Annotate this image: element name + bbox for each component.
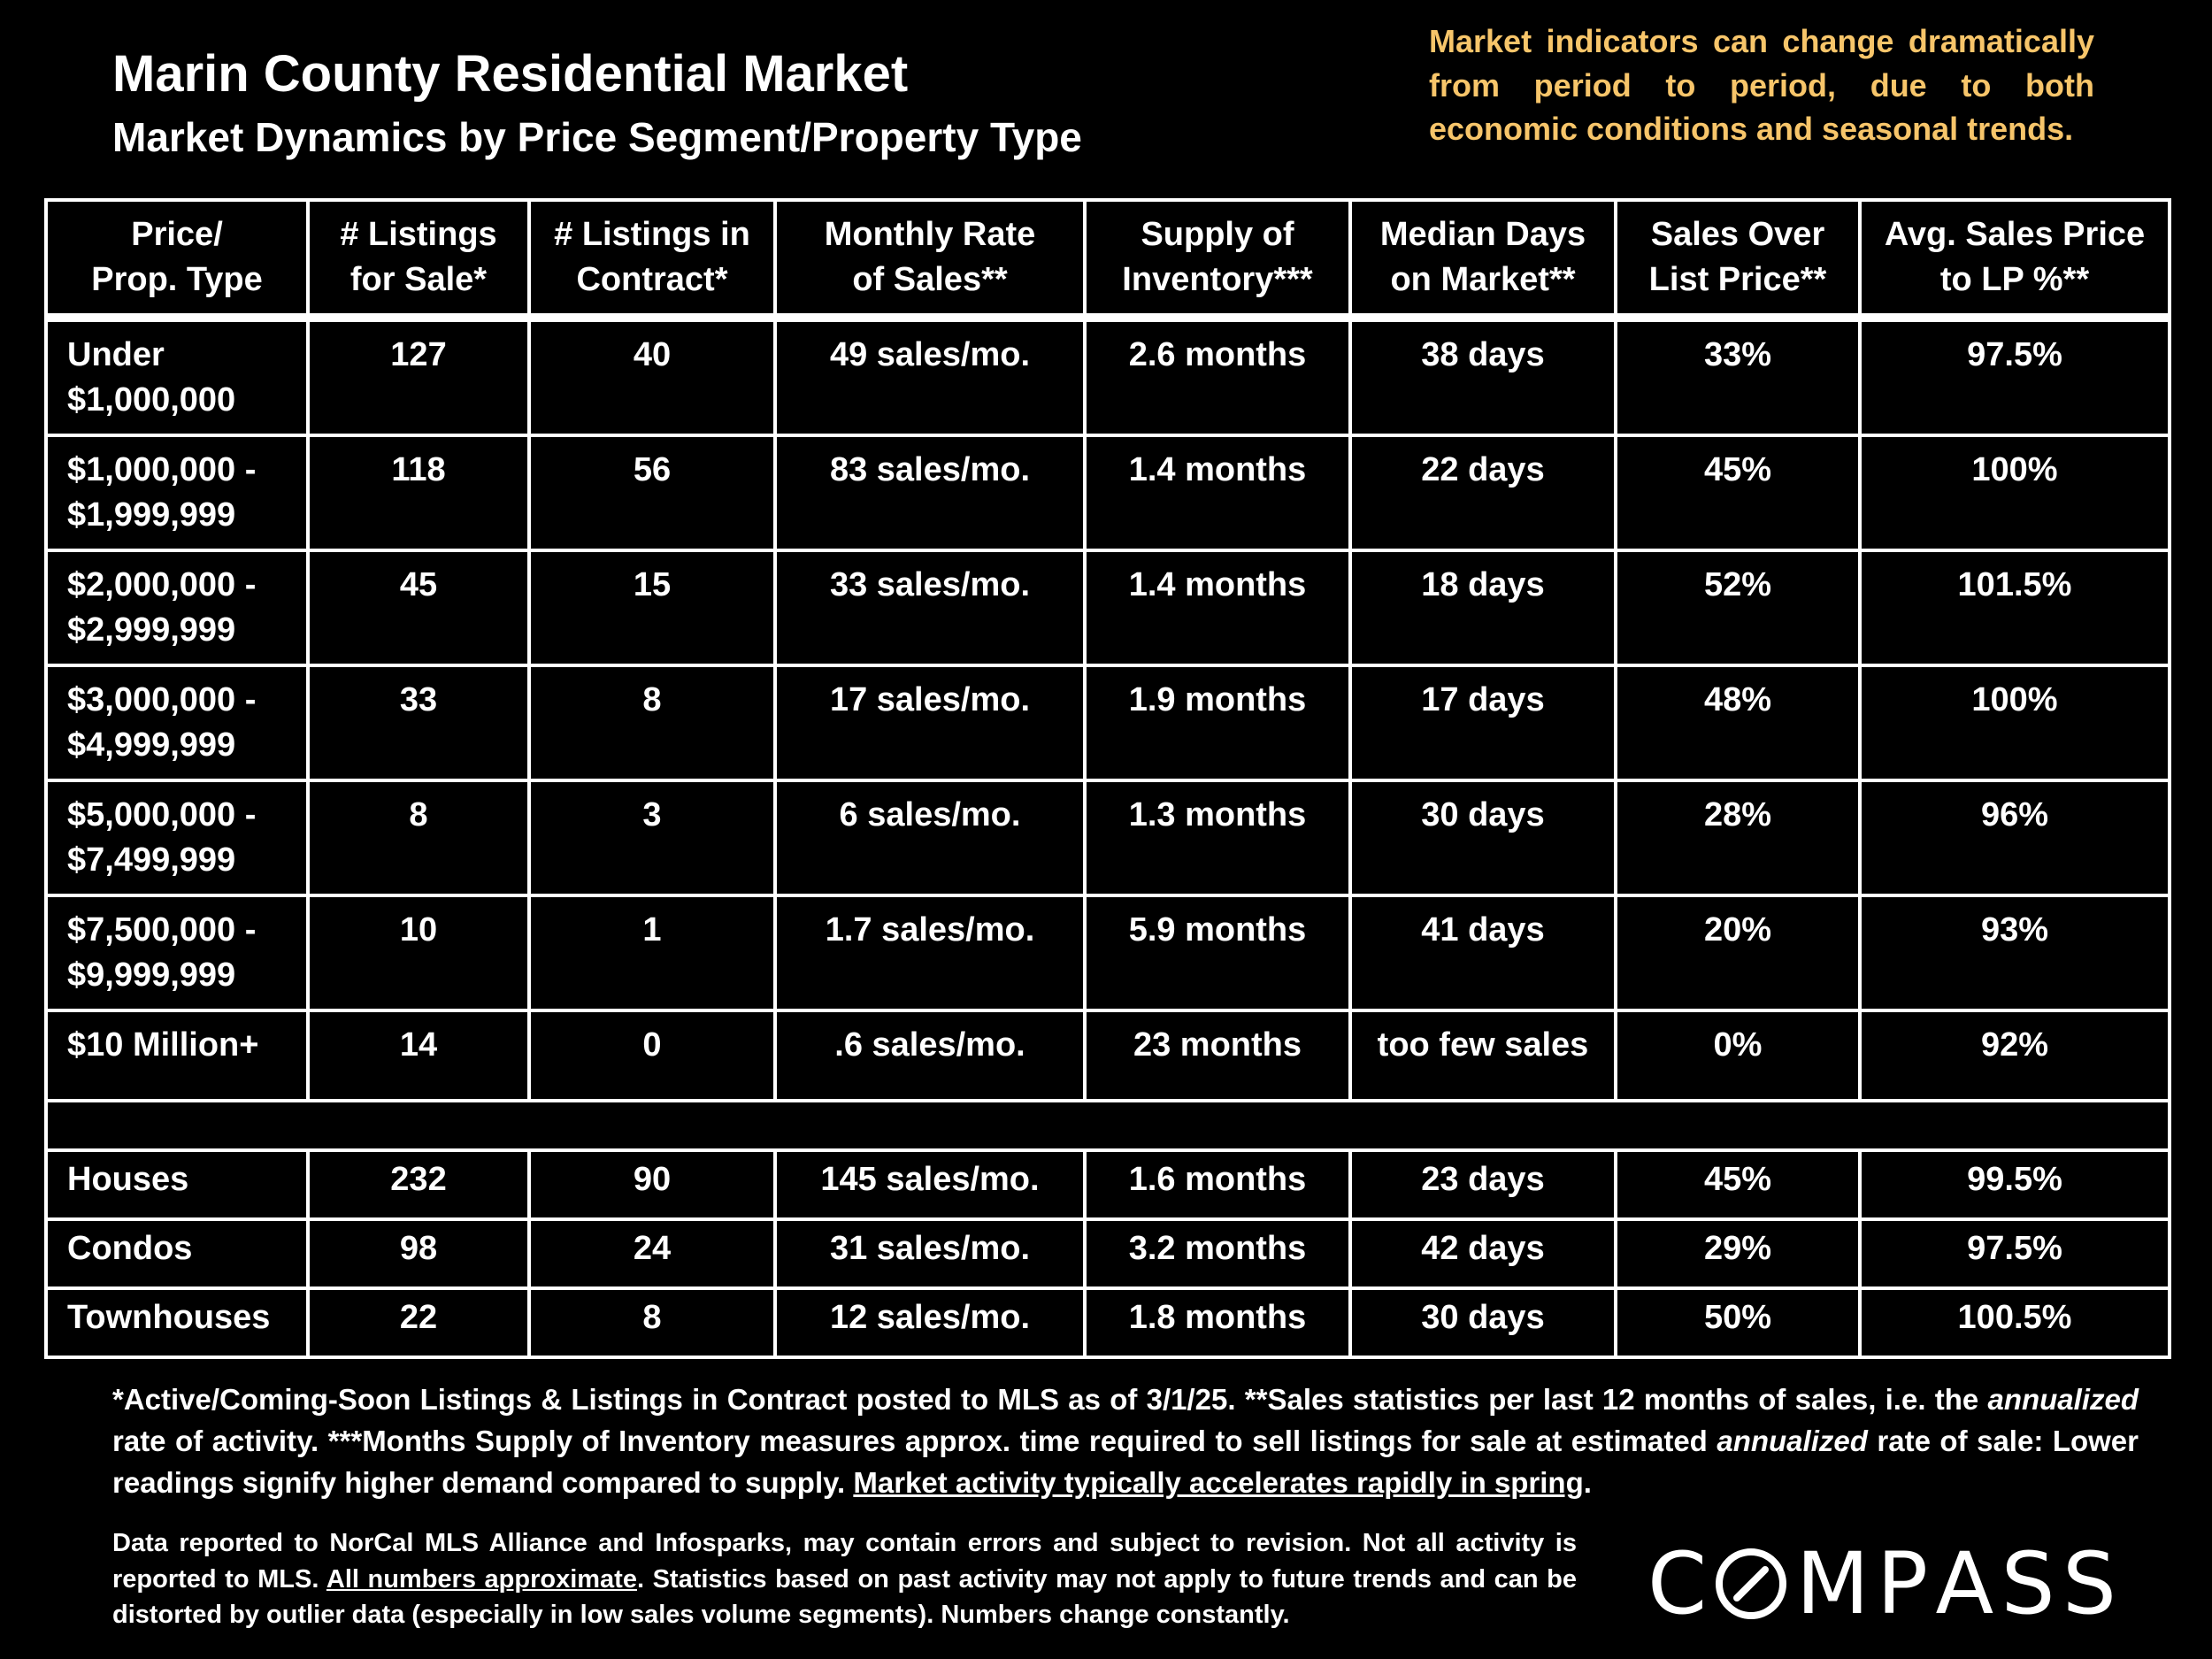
over-list-cell: 50% bbox=[1616, 1288, 1860, 1357]
supply-cell: 1.6 months bbox=[1085, 1150, 1350, 1219]
supply-cell: 1.3 months bbox=[1085, 780, 1350, 895]
table-row bbox=[46, 665, 2170, 780]
dom-cell: 22 days bbox=[1350, 435, 1616, 550]
segment-cell: $3,000,000 - $4,999,999 bbox=[46, 665, 308, 780]
contract-cell: 1 bbox=[529, 895, 775, 1010]
price-to-lp-cell: 101.5% bbox=[1860, 550, 2170, 665]
listings-cell: 45 bbox=[308, 550, 529, 665]
supply-cell: 1.8 months bbox=[1085, 1288, 1350, 1357]
compass-logo bbox=[1647, 1534, 2116, 1633]
table-row bbox=[46, 1150, 2170, 1219]
dom-cell: 30 days bbox=[1350, 780, 1616, 895]
table-row bbox=[46, 780, 2170, 895]
price-to-lp-cell: 93% bbox=[1860, 895, 2170, 1010]
col-header-supply: Supply of Inventory*** bbox=[1085, 200, 1350, 318]
logo-letter: S bbox=[2062, 1534, 2116, 1633]
supply-cell: 5.9 months bbox=[1085, 895, 1350, 1010]
dom-cell: 18 days bbox=[1350, 550, 1616, 665]
contract-cell: 56 bbox=[529, 435, 775, 550]
compass-o-icon bbox=[1714, 1547, 1788, 1621]
contract-cell: 90 bbox=[529, 1150, 775, 1219]
col-header-listings-in-contract: # Listings in Contract* bbox=[529, 200, 775, 318]
over-list-cell: 28% bbox=[1616, 780, 1860, 895]
rate-cell: 6 sales/mo. bbox=[775, 780, 1085, 895]
rate-cell: 49 sales/mo. bbox=[775, 318, 1085, 435]
price-to-lp-cell: 99.5% bbox=[1860, 1150, 2170, 1219]
supply-cell: 23 months bbox=[1085, 1010, 1350, 1101]
separator-cell bbox=[46, 1101, 2170, 1150]
table-row bbox=[46, 318, 2170, 435]
listings-cell: 33 bbox=[308, 665, 529, 780]
over-list-cell: 48% bbox=[1616, 665, 1860, 780]
table-row bbox=[46, 1010, 2170, 1101]
rate-cell: 33 sales/mo. bbox=[775, 550, 1085, 665]
listings-cell: 98 bbox=[308, 1219, 529, 1288]
rate-cell: .6 sales/mo. bbox=[775, 1010, 1085, 1101]
over-list-cell: 45% bbox=[1616, 435, 1860, 550]
dom-cell: 42 days bbox=[1350, 1219, 1616, 1288]
table-row bbox=[46, 550, 2170, 665]
col-header-listings-for-sale: # Listings for Sale* bbox=[308, 200, 529, 318]
market-disclaimer: Market indicators can change dramatically from period to period, due to both economic conditions and seasonal trends. bbox=[1429, 23, 2094, 148]
listings-cell: 14 bbox=[308, 1010, 529, 1101]
dom-cell: 23 days bbox=[1350, 1150, 1616, 1219]
contract-cell: 8 bbox=[529, 665, 775, 780]
col-header-price-type: Price/ Prop. Type bbox=[46, 200, 308, 318]
contract-cell: 40 bbox=[529, 318, 775, 435]
listings-cell: 118 bbox=[308, 435, 529, 550]
page-title: Marin County Residential Market bbox=[112, 45, 909, 103]
price-to-lp-cell: 100% bbox=[1860, 665, 2170, 780]
supply-cell: 3.2 months bbox=[1085, 1219, 1350, 1288]
price-to-lp-cell: 92% bbox=[1860, 1010, 2170, 1101]
segment-cell: $7,500,000 - $9,999,999 bbox=[46, 895, 308, 1010]
logo-letter: S bbox=[2001, 1534, 2055, 1633]
segment-cell: Townhouses bbox=[46, 1288, 308, 1357]
segment-cell: $10 Million+ bbox=[46, 1010, 308, 1101]
price-to-lp-cell: 97.5% bbox=[1860, 1219, 2170, 1288]
data-source-note: Data reported to NorCal MLS Alliance and Infosparks, may contain errors and subject to revision. Not all activity is reported to MLS. All numbers approximate. Statistics based on past activity may not apply to future trends and can be distorted by outlier data (especially in low sales volume segments). Numbers change constantly. bbox=[112, 1529, 1577, 1630]
dom-cell: 38 days bbox=[1350, 318, 1616, 435]
price-to-lp-cell: 97.5% bbox=[1860, 318, 2170, 435]
segment-cell: $1,000,000 - $1,999,999 bbox=[46, 435, 308, 550]
rate-cell: 12 sales/mo. bbox=[775, 1288, 1085, 1357]
over-list-cell: 29% bbox=[1616, 1219, 1860, 1288]
col-header-avg-price-to-lp: Avg. Sales Price to LP %** bbox=[1860, 200, 2170, 318]
segment-cell: $2,000,000 - $2,999,999 bbox=[46, 550, 308, 665]
listings-cell: 232 bbox=[308, 1150, 529, 1219]
rate-cell: 83 sales/mo. bbox=[775, 435, 1085, 550]
table-row bbox=[46, 435, 2170, 550]
rate-cell: 31 sales/mo. bbox=[775, 1219, 1085, 1288]
price-to-lp-cell: 96% bbox=[1860, 780, 2170, 895]
price-to-lp-cell: 100% bbox=[1860, 435, 2170, 550]
logo-letter: M bbox=[1795, 1534, 1870, 1633]
rate-cell: 17 sales/mo. bbox=[775, 665, 1085, 780]
supply-cell: 1.4 months bbox=[1085, 435, 1350, 550]
contract-cell: 3 bbox=[529, 780, 775, 895]
dom-cell: too few sales bbox=[1350, 1010, 1616, 1101]
contract-cell: 8 bbox=[529, 1288, 775, 1357]
segment-cell: Houses bbox=[46, 1150, 308, 1219]
contract-cell: 15 bbox=[529, 550, 775, 665]
table-footnote: *Active/Coming-Soon Listings & Listings in Contract posted to MLS as of 3/1/25. **Sales statistics per last 12 months of sales, i.e. the annualized rate of activity. ***Months Supply of Inventory measures approx. time required to sell listings for sale at estimated annualized rate of sale: Lower readings signify higher demand compared to supply. Market activity typically accelerates rapidly in spring. bbox=[112, 1383, 2139, 1499]
rate-cell: 1.7 sales/mo. bbox=[775, 895, 1085, 1010]
supply-cell: 2.6 months bbox=[1085, 318, 1350, 435]
logo-letter: A bbox=[1935, 1534, 1994, 1633]
over-list-cell: 33% bbox=[1616, 318, 1860, 435]
price-to-lp-cell: 100.5% bbox=[1860, 1288, 2170, 1357]
dom-cell: 41 days bbox=[1350, 895, 1616, 1010]
supply-cell: 1.9 months bbox=[1085, 665, 1350, 780]
table-row bbox=[46, 1219, 2170, 1288]
dom-cell: 17 days bbox=[1350, 665, 1616, 780]
contract-cell: 0 bbox=[529, 1010, 775, 1101]
col-header-median-dom: Median Days on Market** bbox=[1350, 200, 1616, 318]
over-list-cell: 20% bbox=[1616, 895, 1860, 1010]
dom-cell: 30 days bbox=[1350, 1288, 1616, 1357]
table-header-row bbox=[46, 200, 2170, 318]
segment-cell: Under $1,000,000 bbox=[46, 318, 308, 435]
rate-cell: 145 sales/mo. bbox=[775, 1150, 1085, 1219]
contract-cell: 24 bbox=[529, 1219, 775, 1288]
over-list-cell: 45% bbox=[1616, 1150, 1860, 1219]
page-subtitle: Market Dynamics by Price Segment/Property Type bbox=[112, 114, 1082, 160]
segment-cell: $5,000,000 - $7,499,999 bbox=[46, 780, 308, 895]
table-row bbox=[46, 1288, 2170, 1357]
col-header-sales-over-list: Sales Over List Price** bbox=[1616, 200, 1860, 318]
segment-cell: Condos bbox=[46, 1219, 308, 1288]
over-list-cell: 0% bbox=[1616, 1010, 1860, 1101]
listings-cell: 10 bbox=[308, 895, 529, 1010]
logo-letter: P bbox=[1877, 1534, 1929, 1633]
market-dynamics-table bbox=[44, 198, 2171, 1359]
over-list-cell: 52% bbox=[1616, 550, 1860, 665]
listings-cell: 8 bbox=[308, 780, 529, 895]
listings-cell: 127 bbox=[308, 318, 529, 435]
supply-cell: 1.4 months bbox=[1085, 550, 1350, 665]
table-separator-row bbox=[46, 1101, 2170, 1150]
logo-letter: C bbox=[1647, 1534, 1708, 1633]
listings-cell: 22 bbox=[308, 1288, 529, 1357]
table-row bbox=[46, 895, 2170, 1010]
col-header-monthly-rate: Monthly Rate of Sales** bbox=[775, 200, 1085, 318]
